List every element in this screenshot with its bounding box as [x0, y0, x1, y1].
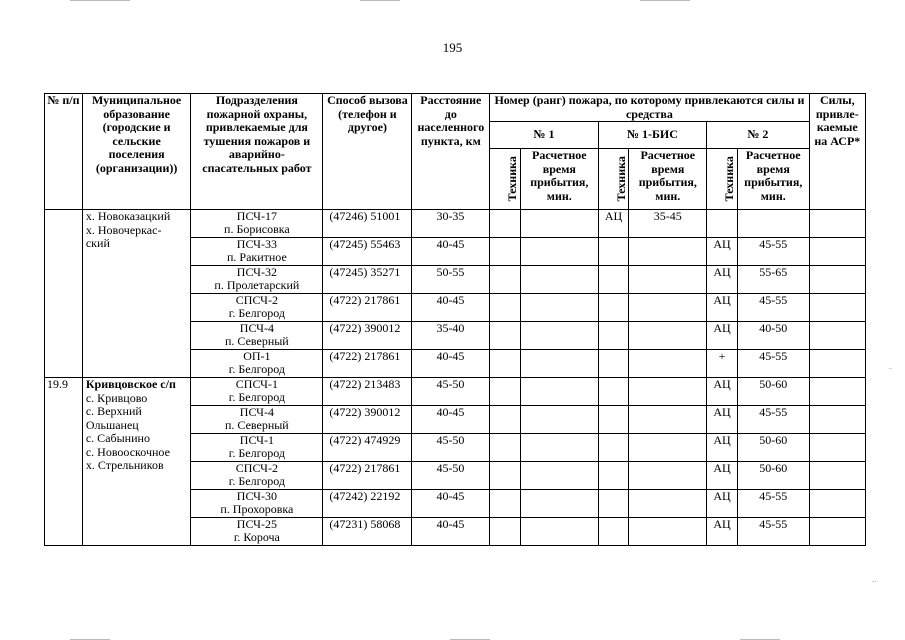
header-tech-1bis: Техника	[598, 149, 629, 210]
header-rank-1: № 1	[490, 122, 598, 149]
header-num: № п/п	[45, 94, 83, 210]
settlement-name: х. Новоказацкий	[85, 209, 171, 223]
tech-rank2-cell: АЦ	[707, 238, 738, 266]
distance-cell: 40-45	[412, 294, 490, 322]
header-unit: Подразделения пожарной охраны, привлекаемые для тушения пожаров и аварийно-спасательных работ	[191, 94, 323, 210]
time-rank1bis-cell	[629, 238, 707, 266]
settlement-name: с. Верхний	[85, 404, 142, 418]
tech-rank1bis-cell	[598, 350, 629, 378]
tech-rank2-cell: АЦ	[707, 406, 738, 434]
time-rank1-cell	[520, 210, 598, 238]
fire-unit-location: г. Белгород	[228, 306, 285, 320]
fire-unit-name: ПСЧ-1	[239, 433, 274, 447]
time-rank1bis-cell: 35-45	[629, 210, 707, 238]
time-rank1bis-cell	[629, 518, 707, 546]
time-rank1bis-cell	[629, 462, 707, 490]
asr-cell	[809, 266, 865, 294]
table-row	[45, 378, 866, 406]
row-number: 19.9	[45, 378, 83, 546]
asr-cell	[809, 406, 865, 434]
tech-rank2-cell	[707, 210, 738, 238]
table-row	[45, 210, 866, 238]
row-number	[45, 210, 83, 378]
fire-unit-location: г. Белгород	[228, 390, 285, 404]
tech-rank1bis-cell: АЦ	[598, 210, 629, 238]
distance-cell: 50-55	[412, 266, 490, 294]
tech-rank1bis-cell	[598, 294, 629, 322]
time-rank2-cell: 45-55	[737, 518, 809, 546]
tech-rank1-cell	[490, 378, 521, 406]
header-asr: Силы, привле-каемые на АСР*	[809, 94, 865, 210]
scan-edge-mark	[360, 0, 400, 1]
phone-cell: (4722) 217861	[323, 350, 412, 378]
asr-cell	[809, 378, 865, 406]
tech-rank2-cell: +	[707, 350, 738, 378]
header-rank-1bis: № 1-БИС	[598, 122, 706, 149]
header-rank: Номер (ранг) пожара, по которому привлекаются силы и средства	[490, 94, 809, 122]
phone-cell: (4722) 213483	[323, 378, 412, 406]
asr-cell	[809, 490, 865, 518]
time-rank1-cell	[520, 238, 598, 266]
time-rank2-cell: 50-60	[737, 378, 809, 406]
phone-cell: (4722) 474929	[323, 434, 412, 462]
time-rank2-cell: 45-55	[737, 406, 809, 434]
tech-rank2-cell: АЦ	[707, 462, 738, 490]
tech-rank1bis-cell	[598, 490, 629, 518]
settlement-name: с. Новооскочное	[85, 444, 170, 459]
tech-rank2-cell: АЦ	[707, 434, 738, 462]
scan-mark: ..	[872, 574, 877, 584]
header-time-1bis: Расчетное время прибытия, мин.	[629, 149, 707, 210]
distance-cell: 45-50	[412, 434, 490, 462]
phone-cell: (4722) 390012	[323, 322, 412, 350]
time-rank1-cell	[520, 406, 598, 434]
distance-cell: 40-45	[412, 406, 490, 434]
time-rank2-cell: 50-60	[737, 434, 809, 462]
fire-unit-name: ПСЧ-4	[239, 321, 274, 335]
phone-cell: (4722) 217861	[323, 462, 412, 490]
fire-unit-name: ПСЧ-32	[236, 265, 277, 279]
distance-cell: 45-50	[412, 462, 490, 490]
tech-rank1-cell	[490, 518, 521, 546]
time-rank1bis-cell	[629, 322, 707, 350]
fire-unit-cell	[191, 462, 323, 490]
tech-rank1-cell	[490, 490, 521, 518]
fire-unit-name: ПСЧ-30	[236, 489, 277, 503]
tech-rank2-cell: АЦ	[707, 518, 738, 546]
phone-cell: (47246) 51001	[323, 210, 412, 238]
tech-rank1-cell	[490, 266, 521, 294]
fire-unit-location: г. Белгород	[228, 362, 285, 376]
time-rank1-cell	[520, 378, 598, 406]
time-rank1bis-cell	[629, 434, 707, 462]
time-rank2-cell: 40-50	[737, 322, 809, 350]
time-rank1-cell	[520, 266, 598, 294]
phone-cell: (4722) 217861	[323, 294, 412, 322]
fire-unit-cell	[191, 434, 323, 462]
time-rank2-cell: 45-55	[737, 350, 809, 378]
time-rank1-cell	[520, 462, 598, 490]
tech-rank1bis-cell	[598, 434, 629, 462]
distance-cell: 35-40	[412, 322, 490, 350]
header-muni: Муниципальное образование (городские и сельские поселения (организации))	[82, 94, 191, 210]
fire-unit-location: п. Прохоровка	[220, 502, 294, 516]
asr-cell	[809, 210, 865, 238]
tech-rank2-cell: АЦ	[707, 490, 738, 518]
distance-cell: 40-45	[412, 238, 490, 266]
fire-unit-cell	[191, 406, 323, 434]
fire-unit-cell	[191, 210, 323, 238]
asr-cell	[809, 434, 865, 462]
time-rank1-cell	[520, 350, 598, 378]
municipality-cell	[82, 210, 191, 378]
distance-cell: 45-50	[412, 378, 490, 406]
header-tech-1: Техника	[490, 149, 521, 210]
tech-rank2-cell: АЦ	[707, 322, 738, 350]
header-call: Способ вызова (телефон и другое)	[323, 94, 412, 210]
tech-rank1bis-cell	[598, 266, 629, 294]
fire-unit-location: г. Короча	[233, 530, 280, 544]
header-rank-2: № 2	[707, 122, 809, 149]
time-rank1bis-cell	[629, 294, 707, 322]
tech-rank1-cell	[490, 406, 521, 434]
time-rank2-cell: 50-60	[737, 462, 809, 490]
time-rank1bis-cell	[629, 266, 707, 294]
fire-unit-name: ПСЧ-17	[236, 209, 277, 223]
fire-unit-location: п. Северный	[225, 418, 289, 432]
fire-unit-cell	[191, 322, 323, 350]
fire-unit-cell	[191, 518, 323, 546]
asr-cell	[809, 518, 865, 546]
distance-cell: 40-45	[412, 490, 490, 518]
fire-unit-cell	[191, 378, 323, 406]
fire-unit-name: ПСЧ-33	[236, 237, 277, 251]
time-rank1bis-cell	[629, 350, 707, 378]
tech-rank1-cell	[490, 238, 521, 266]
fire-unit-cell	[191, 294, 323, 322]
municipality-title: Кривцовское с/п	[85, 377, 176, 391]
settlement-name: с. Кривцово	[85, 390, 148, 405]
fire-unit-name: СПСЧ-2	[235, 293, 278, 307]
header-time-2: Расчетное время прибытия, мин.	[737, 149, 809, 210]
header-tech-2: Техника	[707, 149, 738, 210]
fire-unit-name: СПСЧ-2	[235, 461, 278, 475]
time-rank1bis-cell	[629, 406, 707, 434]
phone-cell: (47231) 58068	[323, 518, 412, 546]
time-rank1-cell	[520, 518, 598, 546]
asr-cell	[809, 350, 865, 378]
fire-unit-cell	[191, 238, 323, 266]
page-number: 195	[442, 40, 463, 55]
tech-rank1-cell	[490, 294, 521, 322]
fire-unit-name: СПСЧ-1	[235, 377, 278, 391]
fire-unit-location: п. Пролетарский	[214, 278, 300, 292]
tech-rank1-cell	[490, 350, 521, 378]
tech-rank2-cell: АЦ	[707, 294, 738, 322]
fire-unit-location: п. Ракитное	[226, 250, 287, 264]
asr-cell	[809, 462, 865, 490]
header-distance: Расстояние до населенного пункта, км	[412, 94, 490, 210]
time-rank1-cell	[520, 322, 598, 350]
tech-rank1bis-cell	[598, 238, 629, 266]
tech-rank1bis-cell	[598, 322, 629, 350]
fire-unit-name: ПСЧ-4	[239, 405, 274, 419]
scan-edge-mark	[640, 0, 690, 1]
time-rank2-cell: 45-55	[737, 238, 809, 266]
time-rank2-cell: 45-55	[737, 294, 809, 322]
time-rank1-cell	[520, 434, 598, 462]
fire-unit-location: п. Северный	[225, 334, 289, 348]
fire-unit-cell	[191, 266, 323, 294]
tech-rank1-cell	[490, 462, 521, 490]
tech-rank2-cell: АЦ	[707, 378, 738, 406]
fire-unit-name: ПСЧ-25	[236, 517, 277, 531]
tech-rank1bis-cell	[598, 462, 629, 490]
tech-rank1-cell	[490, 210, 521, 238]
asr-cell	[809, 294, 865, 322]
fire-unit-location: г. Белгород	[228, 474, 285, 488]
distance-cell: 40-45	[412, 350, 490, 378]
phone-cell: (47245) 35271	[323, 266, 412, 294]
fire-unit-location: п. Борисовка	[224, 222, 290, 236]
tech-rank1bis-cell	[598, 518, 629, 546]
asr-cell	[809, 238, 865, 266]
settlement-name: х. Стрельников	[85, 458, 164, 472]
asr-cell	[809, 322, 865, 350]
tech-rank1-cell	[490, 434, 521, 462]
time-rank2-cell: 45-55	[737, 490, 809, 518]
distance-cell: 40-45	[412, 518, 490, 546]
fire-unit-cell	[191, 490, 323, 518]
settlement-name: с. Сабынино	[85, 431, 150, 445]
tech-rank1bis-cell	[598, 406, 629, 434]
fire-forces-table	[44, 93, 866, 546]
time-rank2-cell: 55-65	[737, 266, 809, 294]
time-rank2-cell	[737, 210, 809, 238]
settlement-name: Ольшанец	[85, 417, 139, 432]
time-rank1bis-cell	[629, 490, 707, 518]
tech-rank2-cell: АЦ	[707, 266, 738, 294]
time-rank1-cell	[520, 490, 598, 518]
phone-cell: (47245) 55463	[323, 238, 412, 266]
phone-cell: (47242) 22192	[323, 490, 412, 518]
scan-mark: ⁻	[888, 365, 893, 375]
fire-unit-cell	[191, 350, 323, 378]
fire-unit-location: г. Белгород	[228, 446, 285, 460]
phone-cell: (4722) 390012	[323, 406, 412, 434]
settlement-name: х. Новочеркас-	[85, 222, 162, 237]
tech-rank1bis-cell	[598, 378, 629, 406]
time-rank1bis-cell	[629, 378, 707, 406]
scan-edge-mark	[70, 0, 130, 1]
tech-rank1-cell	[490, 322, 521, 350]
time-rank1-cell	[520, 294, 598, 322]
fire-unit-name: ОП-1	[243, 349, 271, 363]
header-time-1: Расчетное время прибытия, мин.	[520, 149, 598, 210]
settlement-name: ский	[85, 236, 110, 250]
header-row-1	[45, 94, 866, 122]
municipality-cell	[82, 378, 191, 546]
distance-cell: 30-35	[412, 210, 490, 238]
